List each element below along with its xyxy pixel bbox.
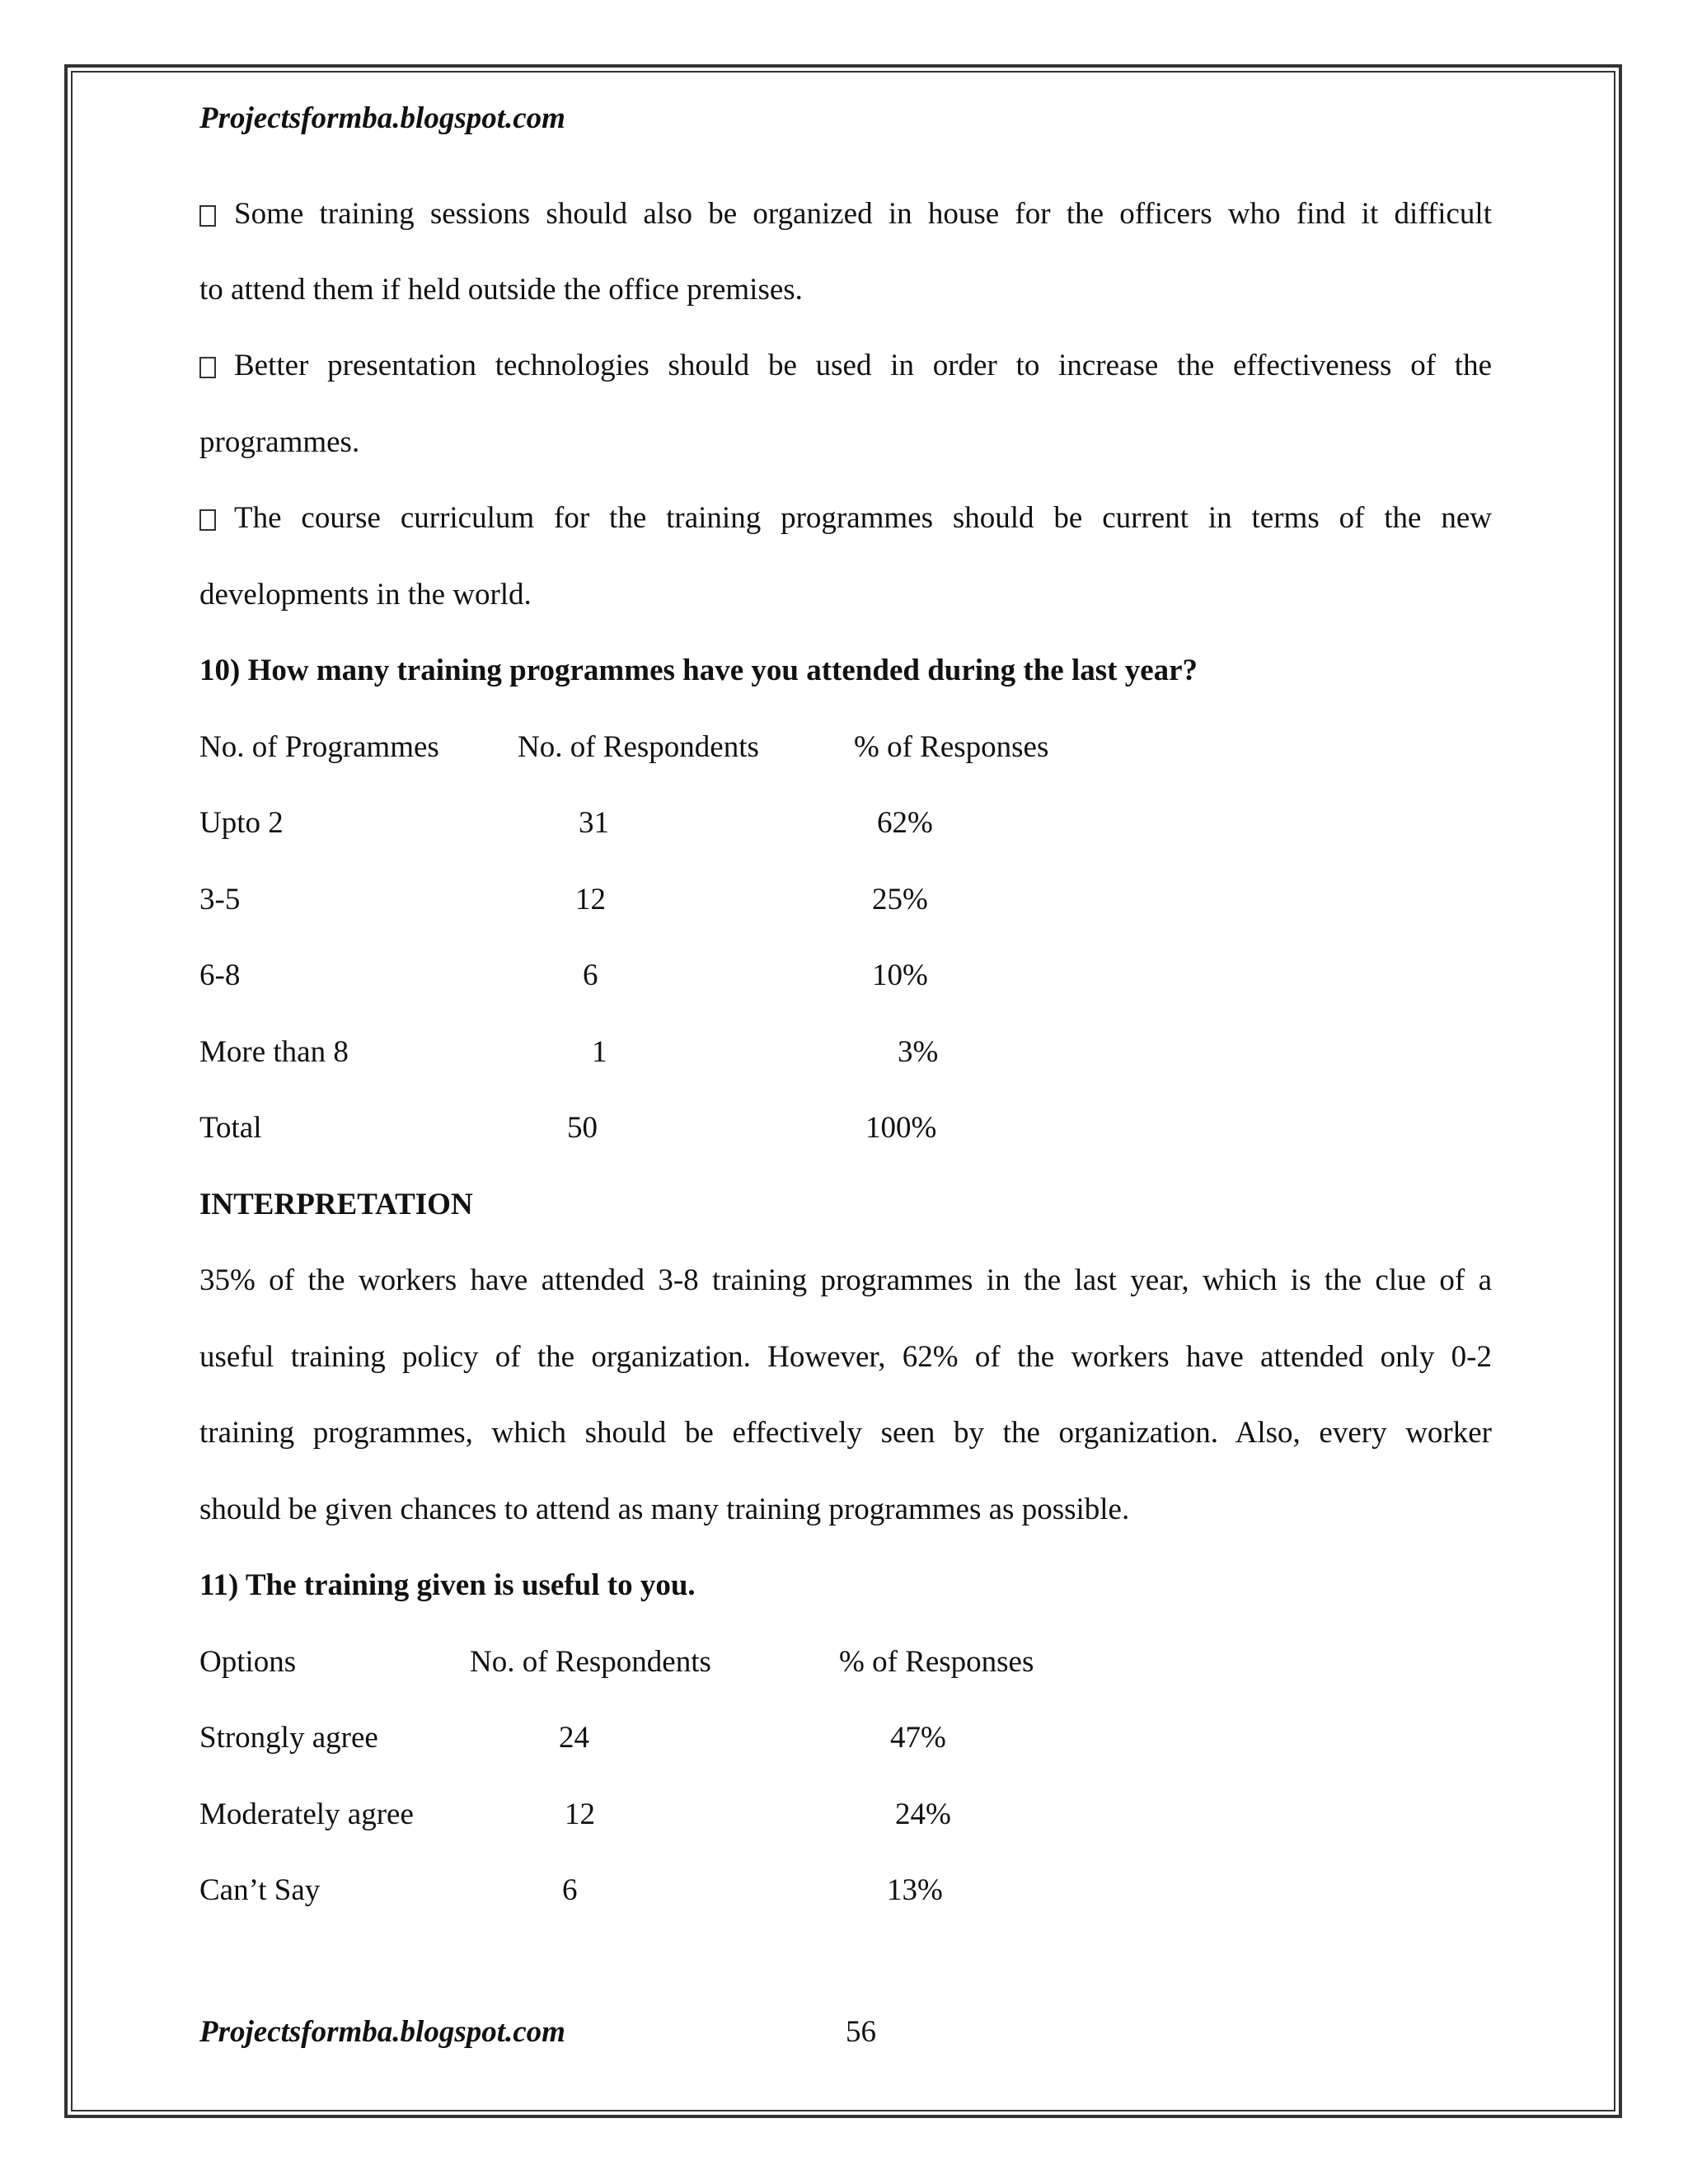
q10-row-2-percent: 25% (872, 883, 928, 916)
q10-row-1-label: Upto 2 (199, 806, 284, 840)
q11-question: 11) The training given is useful to you. (199, 1568, 696, 1602)
q10-header-responses: % of Responses (854, 730, 1049, 764)
interpretation-line-1: 35% of the workers have attended 3-8 training programmes in the last year, which is the clue of a (199, 1263, 1492, 1297)
q10-row-4-count: 1 (592, 1035, 607, 1069)
q10-row-2-count: 12 (575, 883, 606, 916)
q11-row-2-percent: 24% (895, 1797, 951, 1831)
bullet-2-text: Better presentation technologies should be used in order to increase the effectiveness of the (234, 349, 1492, 382)
bullet-2-line-2: programmes. (199, 425, 360, 459)
footer-site: Projectsformba.blogspot.com (199, 2015, 565, 2049)
interpretation-line-4: should be given chances to attend as many training programmes as possible. (199, 1493, 1130, 1526)
bullet-box-icon (199, 509, 216, 531)
q10-row-5-label: Total (199, 1111, 262, 1145)
bullet-2-line-1 (199, 348, 1492, 384)
interpretation-line-2: useful training policy of the organization. However, 62% of the workers have attended only 0-2 (199, 1340, 1492, 1374)
q10-header-programmes: No. of Programmes (199, 730, 439, 764)
bullet-box-icon (199, 205, 216, 227)
q10-row-1-percent: 62% (877, 806, 933, 840)
interpretation-heading: INTERPRETATION (199, 1188, 473, 1221)
q11-header-options: Options (199, 1645, 297, 1679)
q10-row-5-count: 50 (567, 1111, 598, 1145)
q11-row-1-label: Strongly agree (199, 1721, 378, 1755)
q10-question: 10) How many training programmes have you attended during the last year? (199, 654, 1198, 687)
q10-row-4-percent: 3% (898, 1035, 939, 1069)
header-site: Projectsformba.blogspot.com (199, 101, 565, 135)
bullet-box-icon (199, 357, 216, 378)
q10-row-4-label: More than 8 (199, 1035, 349, 1069)
q11-row-3-count: 6 (562, 1873, 578, 1907)
q11-header-responses: % of Responses (839, 1645, 1034, 1679)
q10-row-1-count: 31 (579, 806, 609, 840)
q11-header-respondents: No. of Respondents (470, 1645, 711, 1679)
bullet-3-line-1 (199, 500, 1492, 537)
bullet-1-text: Some training sessions should also be organized in house for the officers who find it difficult (234, 197, 1492, 231)
q10-row-2-label: 3-5 (199, 883, 241, 916)
page-number: 56 (846, 2015, 876, 2049)
q10-header-respondents: No. of Respondents (518, 730, 759, 764)
bullet-3-line-2: developments in the world. (199, 578, 532, 612)
bullet-1-line-2: to attend them if held outside the office premises. (199, 273, 803, 307)
interpretation-line-3: training programmes, which should be effectively seen by the organization. Also, every worker (199, 1416, 1492, 1450)
q11-row-2-label: Moderately agree (199, 1797, 414, 1831)
q11-row-1-count: 24 (559, 1721, 589, 1755)
bullet-3-text: The course curriculum for the training programmes should be current in terms of the new (234, 501, 1492, 535)
bullet-1-line-1 (199, 196, 1492, 232)
q10-row-3-percent: 10% (872, 958, 928, 992)
q11-row-3-percent: 13% (887, 1873, 943, 1907)
q10-row-5-percent: 100% (865, 1111, 937, 1145)
q10-row-3-count: 6 (583, 958, 598, 992)
q11-row-3-label: Can’t Say (199, 1873, 321, 1907)
q11-row-1-percent: 47% (890, 1721, 946, 1755)
q10-row-3-label: 6-8 (199, 958, 241, 992)
q11-row-2-count: 12 (565, 1797, 595, 1831)
